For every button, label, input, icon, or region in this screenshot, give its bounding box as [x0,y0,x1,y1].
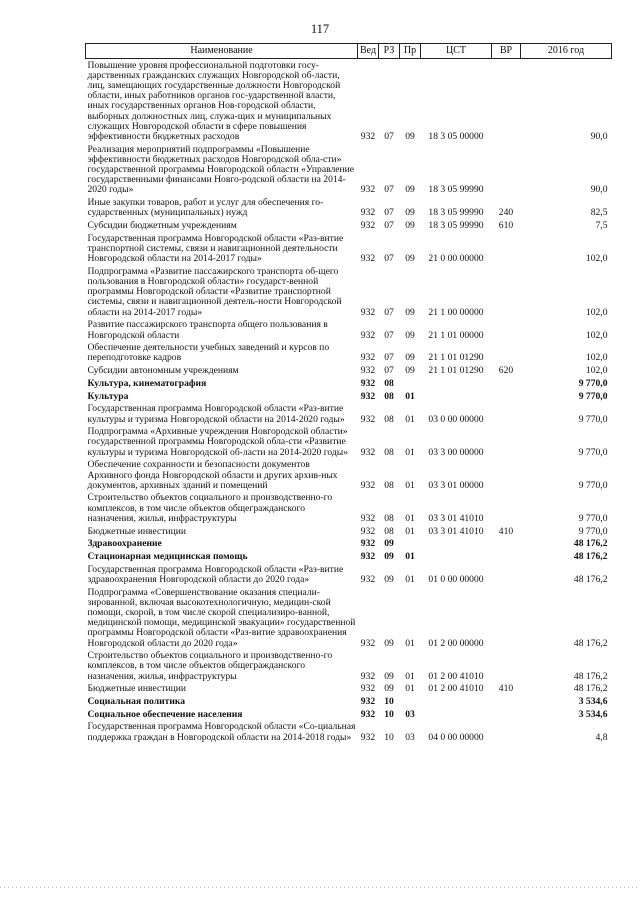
table-cell-pr: 09 [405,130,415,142]
table-cell-pr: 01 [405,550,415,562]
table-cell-ved: 932 [360,670,376,682]
table-cell-sum: 48 176,2 [573,683,608,695]
table-cell-name: Подпрограмма «Развитие пассажирского транспорта об-щего пользования в Новгородской области» государст-венной программы Новгородской области «Развитие транспортной системы, связи и навигационной деятель-ности Новгородской области на 2014-2017 годы» [87,265,342,318]
page-number: 117 [310,22,330,36]
table-cell-pr: 09 [405,220,415,232]
table-cell-cst: 04 0 00 00000 [428,731,484,743]
table-cell-vr [492,459,521,492]
table-cell-cst: 03 3 01 41010 [428,512,484,524]
table-cell-sum: 102,0 [585,306,608,318]
table-cell-name: Культура [87,390,129,402]
table-cell-rz: 07 [384,207,394,219]
table-cell-rz: 08 [384,525,394,537]
table-cell-rz: 08 [384,446,394,458]
table-cell-sum: 3 534,6 [578,696,608,708]
header-name: Наименование [86,44,358,59]
table-cell-pr: 01 [405,525,415,537]
table-cell-ved: 932 [360,306,376,318]
table-cell-name: Повышение уровня профессиональной подготовки госу-дарственных гражданских служащих Новгородской об-ласти, лиц, замещающих государственные должности Новгородской области, иных работников органов гос-ударственной власти, иных государственных органов Нов-городской области, выборных должностных лиц, служа-щих и муниципальных служащих Новгородской области в сфере повышения эффективности бюджетных расходов [87,59,341,142]
table-cell-ved: 932 [360,253,376,265]
table-cell-name: Строительство объектов социального и производственно-го комплексов, в том числе объектов общегражданского назначения, жилья, инфраструктуры [87,492,333,524]
table-cell-sum: 82,5 [590,207,608,219]
table-cell-name: Обеспечение деятельности учебных заведений и курсов по переподготовке кадров [87,342,330,364]
table-cell-pr [400,538,421,551]
table-cell-pr: 09 [405,184,415,196]
table-cell-rz: 10 [384,696,394,708]
table-cell-pr: 01 [405,512,415,524]
table-cell-rz: 07 [384,329,394,341]
table-cell-rz: 09 [384,550,394,562]
table-cell-vr [492,59,521,144]
table-cell-rz: 07 [384,306,394,318]
table-cell-pr: 03 [405,731,415,743]
table-row [86,197,612,220]
table-cell-cst [421,538,492,551]
table-cell-vr [492,403,521,426]
table-cell-cst [421,377,492,390]
table-cell-ved: 932 [360,683,376,695]
table-cell-name: Развитие пассажирского транспорта общего пользования в Новгородской области [87,319,328,341]
table-cell-cst: 21 1 01 01290 [428,365,484,377]
table-cell-ved: 932 [360,696,376,708]
table-cell-pr: 01 [405,573,415,585]
table-row [86,143,612,197]
header-pr: Пр [400,44,421,59]
table-cell-vr: 410 [498,683,514,695]
table-cell-rz: 08 [384,512,394,524]
table-cell-name: Бюджетные инвестиции [87,525,186,537]
table-cell-vr [492,377,521,390]
table-cell-vr [492,426,521,459]
table-cell-cst: 01 0 00 00000 [428,573,484,585]
table-header-row [86,44,612,59]
table-cell-ved: 932 [360,377,376,389]
table-cell-pr: 09 [405,352,415,364]
table-cell-name: Государственная программа Новгородской области «Раз-витие культуры и туризма Новгородской области на 2014-2020 годы» [87,403,345,425]
table-row [86,550,612,563]
page-bottom-dots [0,887,640,888]
table-cell-pr: 01 [405,446,415,458]
header-vr: ВР [492,44,521,59]
table-row [86,365,612,378]
table-cell-name: Стационарная медицинская помощь [87,550,248,562]
table-cell-cst [421,550,492,563]
table-cell-vr [492,721,521,744]
table-cell-vr [492,708,521,721]
table-cell-name: Здравоохранение [87,538,162,550]
table-cell-sum: 48 176,2 [573,538,608,550]
table-cell-pr: 01 [405,390,415,402]
table-cell-name: Строительство объектов социального и производственно-го комплексов, в том числе объектов общегражданского назначения, жилья, инфраструктуры [87,650,333,682]
table-cell-sum: 48 176,2 [573,550,608,562]
table-cell-sum: 9 770,0 [578,446,608,458]
table-cell-name: Культура, кинематография [87,377,207,389]
table-cell-ved: 932 [360,413,376,425]
table-cell-pr [400,696,421,709]
table-row [86,696,612,709]
table-cell-vr: 410 [498,525,514,537]
table-cell-vr [492,342,521,365]
table-cell-cst: 21 1 01 00000 [428,329,484,341]
table-row [86,426,612,459]
table-row [86,525,612,538]
table-cell-pr: 01 [405,683,415,695]
table-cell-cst [421,708,492,721]
table-row [86,232,612,265]
table-row [86,265,612,319]
table-row [86,342,612,365]
table-cell-rz: 10 [384,731,394,743]
table-cell-sum: 9 770,0 [578,512,608,524]
table-cell-pr: 01 [405,479,415,491]
table-cell-rz: 07 [384,220,394,232]
table-cell-vr [492,390,521,403]
table-cell-ved: 932 [360,352,376,364]
budget-table [85,43,612,744]
table-cell-vr [492,319,521,342]
table-cell-name: Обеспечение сохранности и безопасности документов Архивного фонда Новгородской области и других архив-ных документов, архивных зданий и помещений [87,459,338,491]
table-row [86,586,612,650]
table-cell-vr [492,538,521,551]
table-cell-ved: 932 [360,329,376,341]
table-cell-sum: 102,0 [585,329,608,341]
table-cell-pr: 09 [405,253,415,265]
table-cell-ved: 932 [360,365,376,377]
table-cell-sum: 4,8 [595,731,608,743]
table-cell-ved: 932 [360,184,376,196]
table-cell-pr: 09 [405,365,415,377]
table-cell-rz: 09 [384,573,394,585]
table-cell-sum: 102,0 [585,352,608,364]
table-cell-ved: 932 [360,130,376,142]
table-cell-ved: 932 [360,731,376,743]
table-cell-pr: 09 [405,207,415,219]
header-rz: РЗ [379,44,400,59]
table-cell-ved: 932 [360,512,376,524]
table-cell-ved: 932 [360,220,376,232]
table-cell-rz: 08 [384,413,394,425]
table-cell-pr [400,377,421,390]
table-cell-pr: 01 [405,637,415,649]
table-cell-sum: 7,5 [595,220,608,232]
table-cell-sum: 90,0 [590,130,608,142]
table-cell-cst: 21 1 00 00000 [428,306,484,318]
table-cell-name: Субсидии автономным учреждениям [87,365,239,377]
table-cell-sum: 3 534,6 [578,708,608,720]
table-cell-cst: 18 3 05 99990 [428,207,484,219]
table-cell-sum: 48 176,2 [573,637,608,649]
table-row [86,721,612,744]
table-cell-ved: 932 [360,479,376,491]
table-cell-rz: 09 [384,538,394,550]
table-cell-pr: 01 [405,670,415,682]
table-cell-vr: 620 [498,365,514,377]
table-row [86,708,612,721]
table-cell-cst: 18 3 05 99990 [428,184,484,196]
table-cell-sum: 90,0 [590,184,608,196]
table-cell-vr [492,265,521,319]
table-cell-rz: 07 [384,365,394,377]
table-cell-sum: 48 176,2 [573,670,608,682]
table-cell-vr [492,232,521,265]
table-row [86,538,612,551]
table-cell-sum: 9 770,0 [578,377,608,389]
table-row [86,59,612,144]
table-row [86,459,612,492]
table-cell-pr: 09 [405,329,415,341]
table-cell-vr [492,550,521,563]
table-cell-rz: 09 [384,670,394,682]
table-cell-cst: 03 0 00 00000 [428,413,484,425]
table-cell-rz: 08 [384,390,394,402]
header-ved: Вед [358,44,379,59]
table-cell-name: Государственная программа Новгородской области «Раз-витие транспортной системы, связи и навигационной деятельности Новгородской области на 2014-2017 годы» [87,232,344,265]
table-row [86,390,612,403]
table-cell-ved: 932 [360,525,376,537]
table-cell-sum: 9 770,0 [578,390,608,402]
table-cell-cst [421,390,492,403]
table-cell-ved: 932 [360,637,376,649]
table-cell-vr [492,586,521,650]
table-cell-pr: 01 [405,413,415,425]
table-row [86,403,612,426]
table-row [86,492,612,525]
table-cell-ved: 932 [360,390,376,402]
table-cell-vr [492,563,521,586]
table-cell-sum: 9 770,0 [578,525,608,537]
table-cell-rz: 07 [384,352,394,364]
table-cell-rz: 07 [384,184,394,196]
table-cell-rz: 07 [384,130,394,142]
table-cell-name: Социальная политика [87,696,186,708]
table-cell-vr: 610 [498,220,514,232]
table-cell-name: Бюджетные инвестиции [87,683,186,695]
table-cell-name: Подпрограмма «Архивные учреждения Новгородской области» государственной программы Новгородской обла-сти «Развитие культуры и туризма Новгородской об-ласти на 2014-2020 годы» [87,426,349,458]
table-cell-cst: 18 3 05 99990 [428,220,484,232]
table-row [86,220,612,233]
table-row [86,319,612,342]
table-cell-sum: 9 770,0 [578,479,608,491]
table-cell-cst: 03 3 01 00000 [428,479,484,491]
table-cell-ved: 932 [360,446,376,458]
table-row [86,650,612,683]
table-cell-rz: 10 [384,708,394,720]
table-cell-sum: 102,0 [585,365,608,377]
table-cell-ved: 932 [360,708,376,720]
table-cell-ved: 932 [360,550,376,562]
table-cell-rz: 08 [384,479,394,491]
table-cell-vr: 240 [498,207,514,219]
table-cell-name: Государственная программа Новгородской области «Со-циальная поддержка граждан в Новгородской области на 2014-2018 годы» [87,721,356,743]
table-cell-name: Иные закупки товаров, работ и услуг для обеспечения го-сударственных (муниципальных) нужд [87,197,324,219]
header-sum: 2016 год [521,44,612,59]
table-cell-rz: 07 [384,253,394,265]
table-cell-ved: 932 [360,573,376,585]
table-cell-name: Государственная программа Новгородской области «Раз-витие здравоохранения Новгородской области до 2020 года» [87,563,344,585]
table-cell-rz: 09 [384,637,394,649]
table-cell-rz: 08 [384,377,394,389]
table-cell-rz: 09 [384,683,394,695]
table-cell-cst: 21 1 01 01290 [428,352,484,364]
table-cell-vr [492,650,521,683]
table-cell-cst [421,696,492,709]
table-row [86,377,612,390]
table-cell-vr [492,143,521,197]
table-cell-cst: 18 3 05 00000 [428,130,484,142]
table-cell-ved: 932 [360,207,376,219]
table-cell-name: Социальное обеспечение населения [87,708,243,720]
table-cell-name: Субсидии бюджетным учреждениям [87,220,237,232]
table-cell-cst: 01 2 00 41010 [428,670,484,682]
table-cell-cst: 01 2 00 41010 [428,683,484,695]
header-cst: ЦСТ [421,44,492,59]
table-cell-name: Реализация мероприятий подпрограммы «Повышение эффективности бюджетных расходов Новгородской обла-сти» государственной программы Новгородской областн «Управление государственными финансами Новго-родской области на 2014-2020 годы» [87,143,355,196]
table-cell-vr [492,696,521,709]
table-cell-cst: 03 3 00 00000 [428,446,484,458]
table-cell-vr [492,492,521,525]
table-cell-sum: 102,0 [585,253,608,265]
table-body [86,59,612,744]
table-cell-ved: 932 [360,538,376,550]
table-cell-cst: 01 2 00 00000 [428,637,484,649]
table-cell-pr: 03 [405,708,415,720]
table-row [86,683,612,696]
table-cell-sum: 9 770,0 [578,413,608,425]
table-cell-cst: 03 3 01 41010 [428,525,484,537]
table-cell-pr: 09 [405,306,415,318]
table-cell-cst: 21 0 00 00000 [428,253,484,265]
table-row [86,563,612,586]
table-cell-sum: 48 176,2 [573,573,608,585]
table-cell-name: Подпрограмма «Совершенствование оказания специали-зированной, включая высокотехнологичную, медицин-ской помощи, скорой, в том числе скорой специализиро-ванной, медицинской помощи, медицинской эвакуации» государственной программы Новгородской области «Раз-витие здравоохранения Новгородской области до 2020 года» [87,586,356,649]
